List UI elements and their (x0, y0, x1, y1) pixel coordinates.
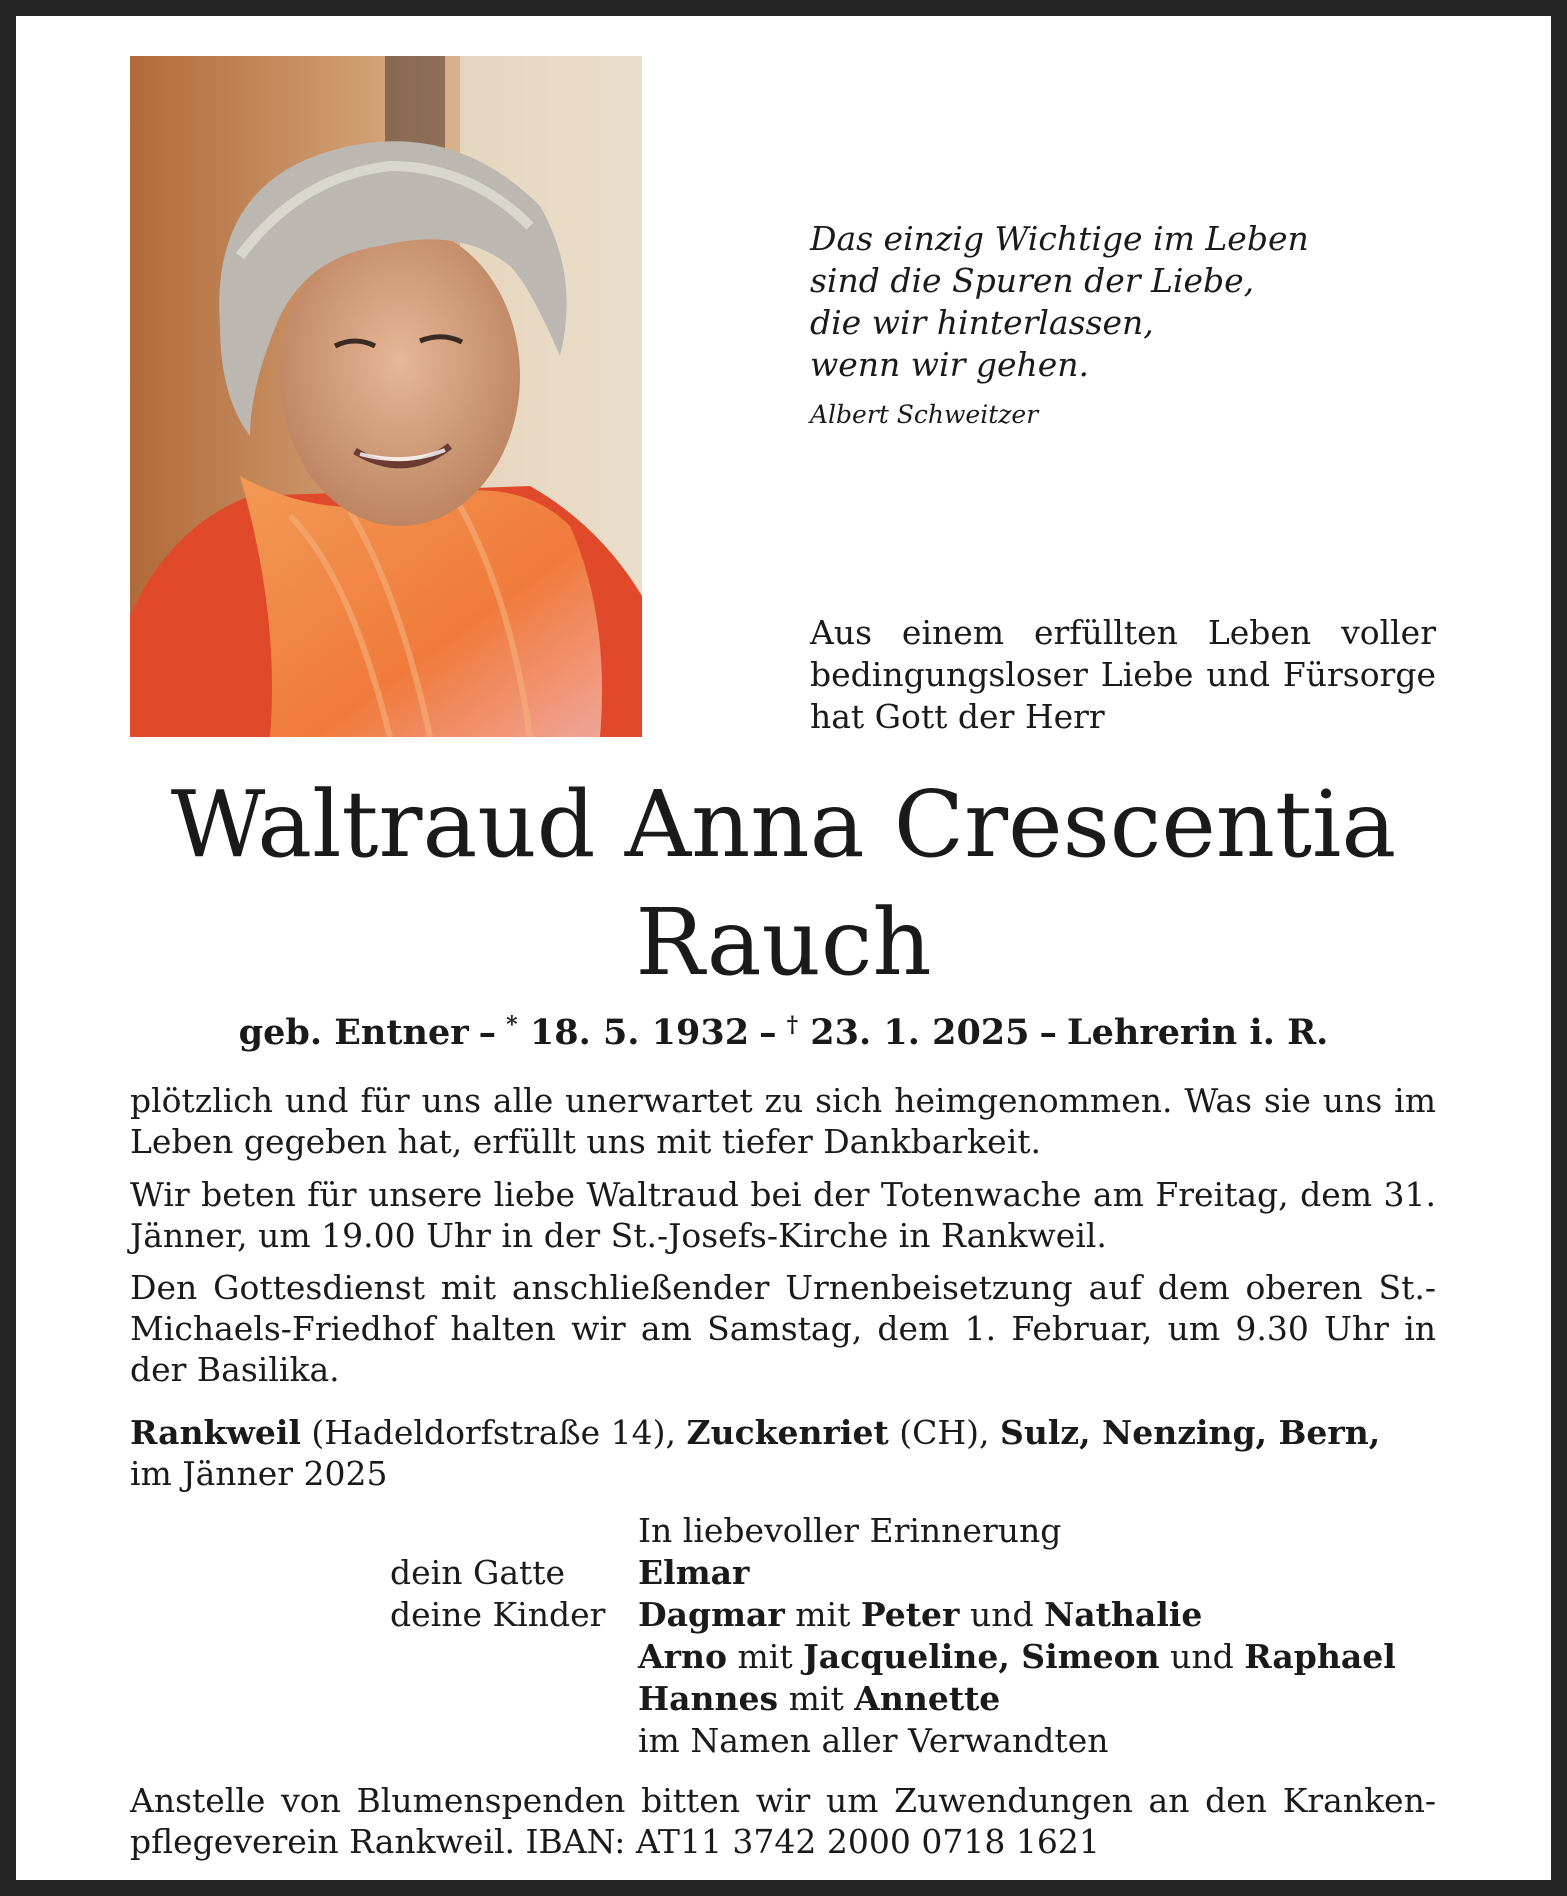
profession: Lehrerin i. R. (1067, 1012, 1329, 1053)
intro-text: Aus einem erfüllten Leben voller bedingungsloser Liebe und Fürsorge hat Gott der Herr (810, 613, 1436, 736)
quote-author: Albert Schweitzer (810, 400, 1039, 429)
quote-line: Das einzig Wichtige im Leben (810, 219, 1309, 258)
connector: mit (795, 1595, 851, 1634)
quote-line: sind die Spuren der Liebe, (810, 261, 1255, 300)
spouse-name: Elmar (638, 1553, 750, 1592)
signature-closing: im Namen aller Verwandten (638, 1721, 1109, 1760)
place-date: im Jänner 2025 (130, 1454, 388, 1493)
connector: und (1170, 1637, 1234, 1676)
paragraph-funeral: Den Gottesdienst mit anschließender Urnenbeisetzung auf dem oberen St.-Michaels-Friedhof halten wir am Samstag, dem 1. Februar, um 9.30 Uhr in der Basilika. (130, 1268, 1436, 1389)
connector: und (969, 1595, 1034, 1634)
spouse-role: dein Gatte (390, 1553, 566, 1592)
child-name: Hannes (638, 1679, 779, 1718)
born-symbol: * (506, 1012, 518, 1038)
portrait-illustration (130, 56, 642, 737)
child-row (638, 1636, 1396, 1678)
partner-name: Annette (854, 1679, 1001, 1718)
grandchild-name: Nathalie (1044, 1595, 1203, 1634)
partner-name: Peter (860, 1595, 960, 1634)
places-line (130, 1412, 1436, 1494)
maiden-name: geb. Entner (238, 1012, 469, 1053)
place-zuckenriet-country: (CH), (899, 1413, 990, 1452)
quote-line: die wir hinterlassen, (810, 303, 1154, 342)
death-date: 23. 1. 2025 (810, 1012, 1030, 1053)
life-details (0, 1002, 1567, 1056)
partner-name: Jacqueline, Simeon (803, 1637, 1160, 1676)
donation-note: Anstelle von Blumenspenden bitten wir um Zuwendungen an den Kranken-pflegeverein Rankweil. IBAN: AT11 3742 2000 0718 1621 (130, 1781, 1436, 1861)
grandchild-name: Raphael (1244, 1637, 1396, 1676)
quote (810, 218, 1309, 386)
birth-date: 18. 5. 1932 (529, 1012, 750, 1053)
place-rankweil-address: (Hadeldorfstraße 14), (311, 1413, 676, 1452)
child-row (638, 1678, 1000, 1720)
place-others: Sulz, Nenzing, Bern, (999, 1413, 1381, 1452)
child-row (638, 1594, 1202, 1636)
place-zuckenriet: Zuckenriet (686, 1413, 889, 1452)
connector: mit (788, 1679, 844, 1718)
place-rankweil: Rankweil (130, 1413, 301, 1452)
portrait-photo (130, 56, 642, 737)
paragraph-announcement: plötzlich und für uns alle unerwartet zu sich heimgenommen. Was sie uns im Leben gegeben hat, erfüllt uns mit tiefer Dankbarkeit. (130, 1081, 1436, 1161)
separator: – (759, 1012, 777, 1053)
signature-block (390, 1510, 1396, 1762)
children-role: deine Kinder (390, 1595, 606, 1634)
death-symbol: † (786, 1012, 799, 1038)
signature-heading: In liebevoller Erinnerung (638, 1511, 1062, 1550)
separator: – (1039, 1012, 1058, 1053)
quote-line: wenn wir gehen. (810, 345, 1090, 384)
deceased-name-line1: Waltraud Anna Crescentia (170, 771, 1397, 878)
separator: – (478, 1012, 497, 1053)
connector: mit (737, 1637, 793, 1676)
paragraph-vigil: Wir beten für unsere liebe Waltraud bei der Totenwache am Freitag, dem 31. Jänner, um 19.00 Uhr in der St.-Josefs-Kirche in Rankweil. (130, 1175, 1436, 1255)
child-name: Dagmar (638, 1595, 785, 1634)
child-name: Arno (638, 1637, 727, 1676)
deceased-name-line2: Rauch (635, 889, 932, 996)
